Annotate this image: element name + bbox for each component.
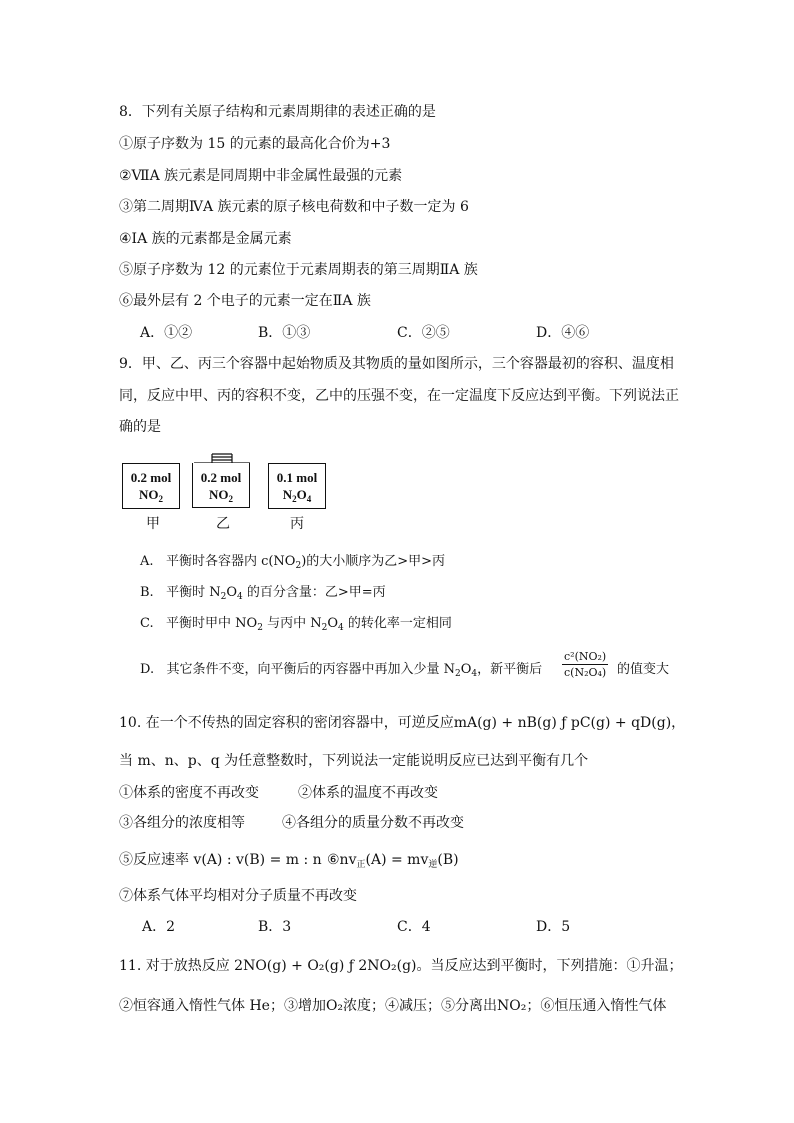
- q10-item-2: ②体系的温度不再改变: [298, 785, 438, 801]
- q9-stem-line-2: 同，反应中甲、丙的容积不变，乙中的压强不变，在一定温度下反应达到平衡。下列说法正: [119, 388, 679, 404]
- q10-item-3: ③各组分的浓度相等: [119, 815, 245, 831]
- q11-stem-2: ②恒容通入惰性气体 He；③增加O₂浓度；④减压；⑤分离出NO₂；⑥恒压通入惰性气体: [119, 998, 667, 1014]
- q8-item-2: ②ⅦA 族元素是同周期中非金属性最强的元素: [119, 168, 403, 184]
- q10-option-c: C．4: [397, 919, 431, 935]
- q10-item-7: ⑦体系气体平均相对分子质量不再改变: [119, 888, 357, 904]
- container-jia-amount: 0.2 mol: [130, 470, 172, 485]
- q8-item-5: ⑤原子序数为 12 的元素位于元素周期表的第三周期ⅡA 族: [119, 262, 478, 278]
- container-yi: [192, 463, 250, 508]
- q8-item-6: ⑥最外层有 2 个电子的元素一定在ⅡA 族: [119, 293, 371, 309]
- q9-option-b: B. 平衡时 $N_2O_4$ 的百分含量：乙>甲=丙: [140, 585, 386, 602]
- container-bing-formula: $N_2O_4$: [282, 487, 312, 504]
- q9-option-c: C. 平衡时甲中 $NO_2$ 与丙中 $N_2O_4$ 的转化率一定相同: [140, 616, 452, 633]
- q10-item-1: ①体系的密度不再改变: [119, 785, 259, 801]
- q10-option-b: B．3: [258, 919, 292, 935]
- container-yi-label: 乙: [216, 516, 230, 532]
- container-jia-label: 甲: [146, 516, 160, 532]
- q8-option-a: A．①②: [140, 325, 193, 341]
- container-bing-label: 丙: [290, 516, 304, 532]
- container-yi-amount: 0.2 mol: [200, 470, 242, 485]
- q9-stem-line-3: 确的是: [119, 419, 161, 435]
- q10-item-6: $⑥nv_正(A) = mv_逆(B)$: [327, 852, 459, 870]
- container-bing: [268, 463, 326, 509]
- q8-stem: 8．下列有关原子结构和元素周期律的表述正确的是: [119, 104, 436, 120]
- q8-option-d: D．④⑥: [536, 325, 590, 341]
- fraction-numerator: c²(NO₂): [564, 650, 607, 663]
- q9-option-d-tail: 的值变大: [617, 662, 670, 677]
- container-jia: [122, 463, 180, 509]
- q9-option-d-fraction: [562, 650, 608, 679]
- q8-item-1: ①原子序数为 15 的元素的最高化合价为+3: [119, 136, 391, 152]
- q10-option-d: D．5: [536, 919, 571, 935]
- container-jia-formula: $NO_2$: [139, 487, 163, 504]
- q9-option-a: A. 平衡时各容器内 $c(NO_2)$的大小顺序为乙>甲>丙: [140, 554, 446, 571]
- q10-item-4: ④各组分的质量分数不再改变: [282, 815, 464, 831]
- q10-stem-2: 当 m、n、p、q 为任意整数时，下列说法一定能说明反应已达到平衡有几个: [119, 753, 589, 769]
- container-bing-amount: 0.1 mol: [276, 470, 318, 485]
- q8-option-b: B．①③: [258, 325, 311, 341]
- q8-item-3: ③第二周期ⅣA 族元素的原子核电荷数和中子数一定为 6: [119, 199, 469, 215]
- q10-item-5: ⑤反应速率 v(A) : v(B) = m : n: [119, 852, 322, 868]
- container-yi-formula: $NO_2$: [209, 487, 233, 504]
- fraction-denominator: c(N₂O₄): [564, 666, 607, 679]
- q9-stem-line-1: 9．甲、乙、丙三个容器中起始物质及其物质的量如图所示，三个容器最初的容积、温度相: [119, 356, 674, 372]
- q10-option-a: A．2: [142, 919, 176, 935]
- q8-option-c: C．②⑤: [397, 325, 450, 341]
- q8-item-4: ④ⅠA 族的元素都是金属元素: [119, 231, 292, 247]
- q11-stem-1: 11. 对于放热反应 2NO(g) + O₂(g) ƒ 2NO₂(g)。当反应达到平衡时，下列措施：①升温；: [119, 958, 683, 974]
- q9-option-d: D. 其它条件不变，向平衡后的丙容器中再加入少量 $N_2O_4$，新平衡后: [140, 662, 543, 679]
- q10-stem-1: 10. 在一个不传热的固定容积的密闭容器中，可逆反应mA(g) + nB(g) ƒ pC(g) + qD(g)，: [119, 715, 686, 731]
